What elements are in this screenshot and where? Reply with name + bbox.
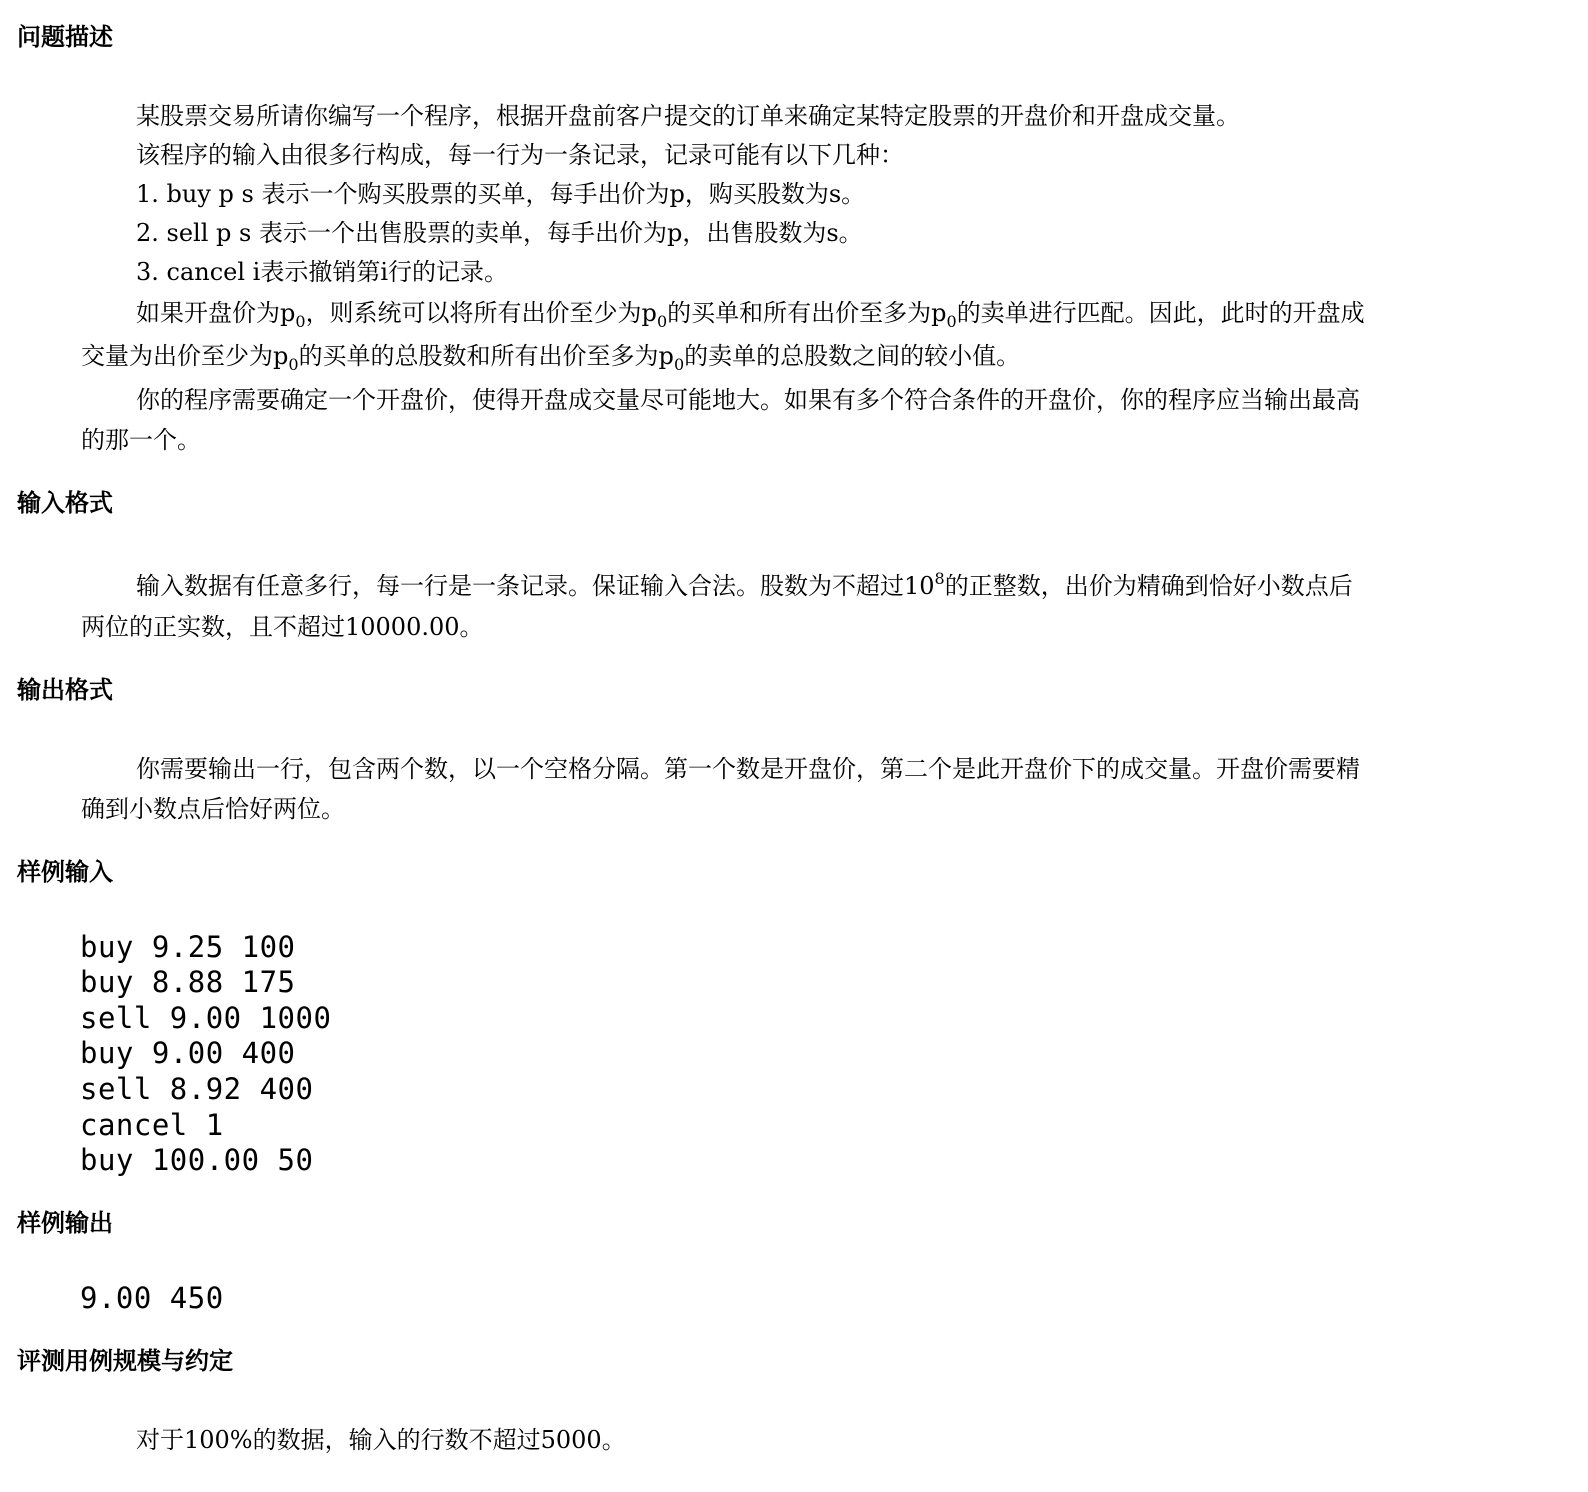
- matching-rule-line-2: [81, 340, 1020, 372]
- subscript-zero: 0: [288, 355, 299, 374]
- input-format-line-1: [136, 570, 1353, 602]
- text-fragment: 的卖单进行匹配。因此，此时的开盘成: [956, 299, 1365, 327]
- constraints-heading: 评测用例规模与约定: [17, 1347, 233, 1375]
- record-type-cancel: 3. cancel i表示撤销第i行的记录。: [136, 258, 509, 286]
- subscript-zero: 0: [673, 355, 685, 374]
- input-format-line-2: 两位的正实数，且不超过10000.00。: [81, 613, 484, 641]
- output-format-line-1: 你需要输出一行，包含两个数，以一个空格分隔。第一个数是开盘价，第二个是此开盘价下的成交量。开盘价需要精: [136, 755, 1360, 783]
- subscript-zero: 0: [946, 312, 957, 331]
- subscript-zero: 0: [656, 312, 668, 331]
- text-fragment: ，则系统可以将所有出价至少为p: [305, 299, 657, 327]
- subscript-zero: 0: [295, 312, 306, 331]
- sample-output-line: 9.00 450: [80, 1281, 224, 1315]
- text-fragment: 的正整数，出价为精确到恰好小数点后: [944, 572, 1353, 600]
- text-fragment: 的卖单的总股数之间的较小值。: [684, 342, 1021, 370]
- constraints-line-1: 对于100%的数据，输入的行数不超过5000。: [136, 1426, 626, 1454]
- text-fragment: 的买单的总股数和所有出价至多为p: [298, 342, 674, 370]
- text-fragment: 的买单和所有出价至多为p: [667, 299, 947, 327]
- output-format-heading: 输出格式: [17, 676, 113, 704]
- objective-line-2: 的那一个。: [81, 426, 201, 454]
- sample-input-line: sell 8.92 400: [80, 1072, 314, 1106]
- input-format-heading: 输入格式: [17, 489, 113, 517]
- text-fragment: 输入数据有任意多行，每一行是一条记录。保证输入合法。股数为不超过10: [136, 572, 935, 600]
- sample-input-line: cancel 1: [80, 1108, 224, 1142]
- description-paragraph-2: 该程序的输入由很多行构成，每一行为一条记录，记录可能有以下几种：: [136, 141, 904, 169]
- sample-input-heading: 样例输入: [17, 858, 113, 886]
- output-format-line-2: 确到小数点后恰好两位。: [81, 795, 345, 823]
- record-type-buy: 1. buy p s 表示一个购买股票的买单，每手出价为p，购买股数为s。: [136, 180, 866, 208]
- objective-line-1: 你的程序需要确定一个开盘价，使得开盘成交量尽可能地大。如果有多个符合条件的开盘价，你的程序应当输出最高: [136, 386, 1360, 414]
- description-heading: 问题描述: [17, 23, 113, 51]
- sample-input-line: buy 9.25 100: [80, 930, 296, 964]
- sample-input-line: buy 8.88 175: [80, 965, 296, 999]
- superscript-eight: 8: [934, 569, 945, 588]
- sample-output-heading: 样例输出: [17, 1209, 113, 1237]
- description-paragraph-1: 某股票交易所请你编写一个程序，根据开盘前客户提交的订单来确定某特定股票的开盘价和开盘成交量。: [136, 102, 1240, 130]
- text-fragment: 交量为出价至少为p: [81, 342, 289, 370]
- sample-input-line: buy 100.00 50: [80, 1143, 314, 1177]
- sample-input-line: sell 9.00 1000: [80, 1001, 332, 1035]
- matching-rule-line-1: [136, 297, 1365, 329]
- sample-input-line: buy 9.00 400: [80, 1036, 296, 1070]
- text-fragment: 如果开盘价为p: [136, 299, 296, 327]
- record-type-sell: 2. sell p s 表示一个出售股票的卖单，每手出价为p，出售股数为s。: [136, 219, 863, 247]
